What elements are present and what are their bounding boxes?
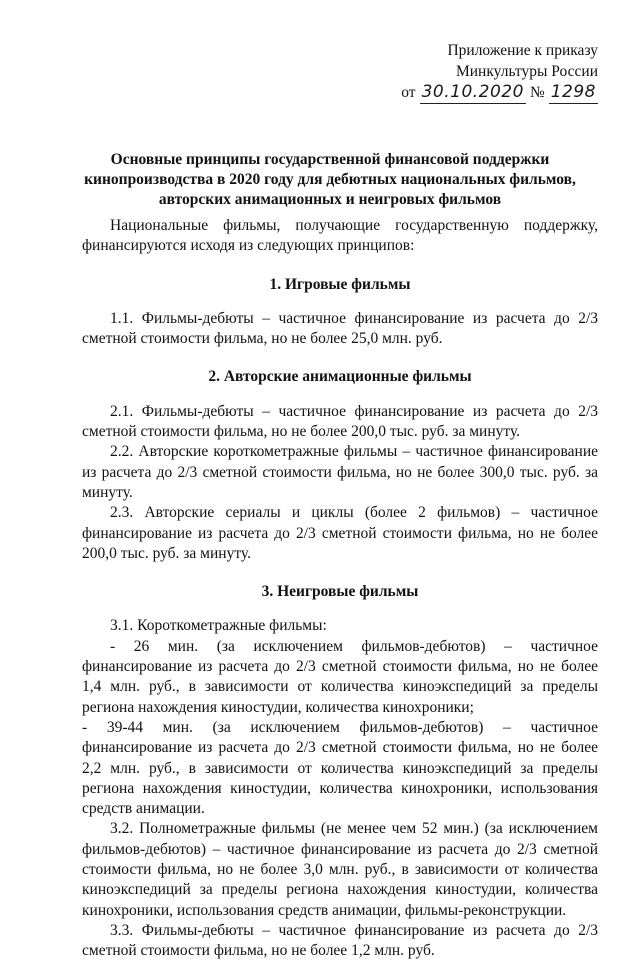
intro-paragraph: Национальные фильмы, получающие государственную поддержку, финансируются исходя из следующих принципов: bbox=[82, 217, 598, 255]
paragraph-3-1: 3.1. Короткометражные фильмы: bbox=[110, 617, 327, 635]
paragraph-3-2: 3.2. Полнометражные фильмы (не менее чем 52 мин.) (за исключением фильмов-дебютов) – частичное финансирование из расчета до 2/3 сметной стоимости фильма, но не более 3,0 млн. руб., в зависимости от количества киноэкспедиций за пределы региона нахождения киностудии, количества кинохроники, использования средств анимации, фильмы-реконструкции. bbox=[82, 820, 598, 919]
appendix-line: Приложение к приказу bbox=[447, 42, 598, 59]
number-label: № bbox=[529, 84, 545, 101]
title-line-3: авторских анимационных и неигровых фильмов bbox=[158, 191, 502, 208]
paragraph-2-3: 2.3. Авторские сериалы и циклы (более 2 фильмов) – частичное финансирование из расчета до 2/3 сметной стоимости фильма, но не более 200,0 тыс. руб. за минуту. bbox=[82, 504, 598, 562]
paragraph-2-1: 2.1. Фильмы-дебюты – частичное финансирование из расчета до 2/3 сметной стоимости фильма, но не более 200,0 тыс. руб. за минуту. bbox=[82, 402, 598, 441]
paragraph-3-3: 3.3. Фильмы-дебюты – частичное финансирование из расчета до 2/3 сметной стоимости фильма, но не более 1,2 млн. руб. bbox=[82, 921, 598, 960]
handwritten-date: 30.10.2020 bbox=[421, 82, 524, 102]
section-1-heading: 1. Игровые фильмы bbox=[269, 275, 411, 293]
order-reference bbox=[401, 40, 598, 104]
handwritten-number: 1298 bbox=[550, 82, 596, 102]
section-3-heading: 3. Неигровые фильмы bbox=[261, 583, 419, 601]
title-line-1: Основные принципы государственной финансовой поддержки bbox=[110, 151, 550, 168]
order-date-number bbox=[401, 82, 598, 104]
paragraph-3-1-item-b: - 39-44 мин. (за исключением фильмов-дебютов) – частичное финансирование из расчета до 2/3 сметной стоимости фильма, но не более 2,2 млн. руб., в зависимости от количества киноэкспедиций за пределы региона нахождения киностудии, количества кинохроники, использования средств анимации. bbox=[82, 718, 598, 818]
paragraph-2-2: 2.2. Авторские короткометражные фильмы – частичное финансирование из расчета до 2/3 сметной стоимости фильма, но не более 300,0 тыс. руб. за минуту. bbox=[82, 443, 598, 501]
document-body bbox=[82, 216, 598, 962]
title-line-2: кинопроизводства в 2020 году для дебютных национальных фильмов, bbox=[84, 171, 576, 188]
paragraph-1-1: 1.1. Фильмы-дебюты – частичное финансирование из расчета до 2/3 сметной стоимости фильма, но не более 25,0 млн. руб. bbox=[82, 309, 598, 348]
ministry-line: Минкультуры России bbox=[455, 63, 598, 80]
section-2-heading: 2. Авторские анимационные фильмы bbox=[208, 368, 472, 386]
document-title bbox=[60, 150, 600, 210]
order-prefix: от bbox=[401, 84, 416, 101]
paragraph-3-1-item-a: - 26 мин. (за исключением фильмов-дебютов) – частичное финансирование из расчета до 2/3 сметной стоимости фильма, но не более 1,4 млн. руб., в зависимости от количества киноэкспедиций за пределы региона нахождения киностудии, количества кинохроники; bbox=[82, 637, 598, 716]
